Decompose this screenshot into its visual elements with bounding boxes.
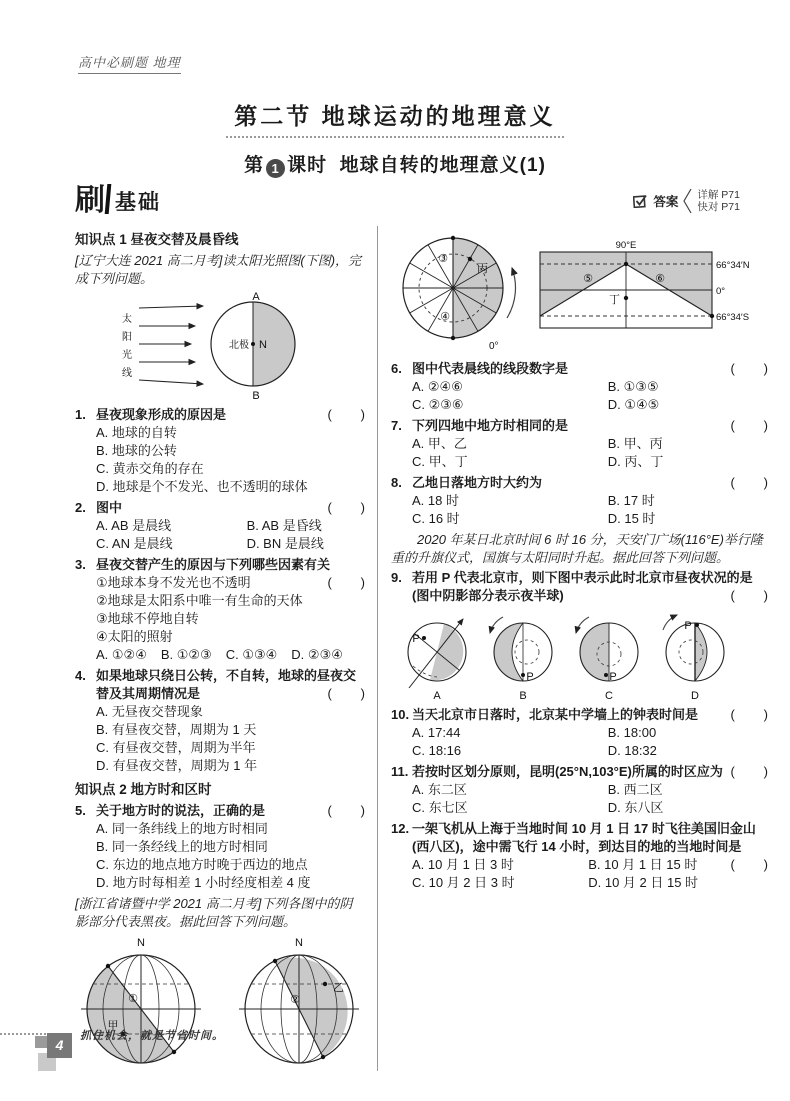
question-text: 当天北京市日落时，北京某中学墙上的钟表时间是 — [412, 707, 699, 722]
north-label: N — [137, 937, 145, 949]
options-group — [75, 646, 365, 664]
answer-parentheses: ( ) — [730, 418, 768, 433]
sun-ray-label: 光 — [121, 350, 132, 361]
line-3-label: ③ — [438, 253, 448, 265]
option-c-globe — [569, 608, 649, 702]
question-option: C. 16 时 — [412, 511, 460, 526]
day-night-globes-figure — [75, 935, 365, 1067]
question-option: A. 17:44 — [412, 725, 461, 740]
question-stem — [75, 406, 365, 424]
question-option: C. AN 是晨线 — [96, 536, 173, 551]
question-stem — [75, 667, 365, 703]
answer-parentheses: ( ) — [730, 588, 768, 603]
lesson-number-badge: 1 — [266, 159, 285, 178]
options-group — [391, 492, 768, 528]
point-p-label: P — [609, 671, 617, 683]
question-option: B. 甲、丙 — [607, 436, 663, 451]
knowledge-point-heading: 知识点 2 地方时和区时 — [75, 782, 212, 797]
line-6-label: ⑥ — [655, 273, 665, 285]
polar-view-figure — [391, 226, 528, 354]
question-option: B. 18:00 — [607, 725, 657, 740]
option-b-globe — [483, 608, 563, 702]
circle-2-label: ② — [290, 994, 300, 1006]
options-group — [75, 820, 365, 892]
option-a-globe — [397, 608, 477, 702]
question-block — [75, 406, 365, 496]
answer-parentheses: ( ) — [327, 407, 365, 422]
north-pole-label: 北极 — [228, 340, 249, 351]
brush-basics-logo — [75, 184, 161, 217]
question-number: 12. — [391, 821, 410, 836]
option-d-label: D — [691, 690, 699, 702]
question-option: B. 西二区 — [607, 782, 663, 797]
answers-reference — [633, 188, 740, 214]
question-number: 1. — [75, 407, 86, 422]
question-stem — [391, 763, 768, 781]
point-bing-label: 丙 — [477, 263, 488, 275]
question-subitem: ②地球是太阳系中唯一有生命的天体 — [96, 593, 303, 608]
question-option: A. 无昼夜交替现象 — [96, 704, 203, 719]
question-number: 7. — [391, 418, 402, 433]
option-a-label: A — [433, 690, 441, 702]
answers-detail-page: 详解 P71 — [697, 189, 740, 201]
question-option: B. 10 月 1 日 15 时 — [588, 857, 698, 872]
question-option: A. 甲、乙 — [412, 436, 467, 451]
rectangular-projection-figure — [536, 240, 768, 334]
question-block — [391, 417, 768, 471]
sun-ray-label: 阳 — [121, 332, 132, 343]
terminator-figures — [391, 226, 768, 354]
question-option: A. AB 是晨线 — [96, 518, 172, 533]
question-text: 昼夜现象形成的原因是 — [96, 407, 227, 422]
answer-parentheses: ( ) — [730, 361, 768, 376]
question-subitem: ④太阳的照射 — [96, 629, 173, 644]
question-stem — [391, 706, 768, 724]
question-option: C. 10 月 2 日 3 时 — [412, 875, 515, 890]
question-stem — [391, 569, 768, 605]
footer-decoration-square — [35, 1036, 47, 1048]
knowledge-point-heading: 知识点 1 昼夜交替及晨昏线 — [75, 232, 239, 247]
question-block — [391, 820, 768, 892]
checkbox-icon — [633, 194, 648, 208]
question-option: B. 17 时 — [607, 493, 655, 508]
sun-illumination-figure — [75, 292, 365, 402]
brush-character: 刷 — [75, 184, 105, 217]
line-5-label: ⑤ — [583, 273, 593, 285]
lesson-title-text: 地球自转的地理意义(1) — [339, 155, 546, 176]
question-stem — [391, 360, 768, 378]
question-option: D. ②③④ — [291, 647, 343, 662]
question-option: B. 同一条经线上的地方时相同 — [96, 839, 268, 854]
point-a-label: A — [251, 291, 260, 303]
section-title — [0, 98, 790, 138]
answer-parentheses: ( ) — [327, 686, 365, 701]
question-text: 若用 P 代表北京市，则下图中表示此时北京市昼夜状况的是(图中阴影部分表示夜半球) — [412, 570, 753, 603]
question-option: D. 有昼夜交替，周期为 1 年 — [96, 758, 258, 773]
question-option: D. 丙、丁 — [607, 454, 664, 469]
answer-parentheses: ( ) — [730, 707, 768, 722]
question-option: D. 15 时 — [607, 511, 656, 526]
question-block — [391, 360, 768, 414]
question-text: 一架飞机从上海于当地时间 10 月 1 日 17 时飞往美国旧金山(西八区)，途中需飞行 14 小时，到达目的地的当地时间是 — [412, 821, 756, 854]
two-column-layout — [75, 226, 768, 1071]
question-option: B. 地球的公转 — [96, 443, 177, 458]
options-group — [391, 378, 768, 414]
question-option: C. 东七区 — [412, 800, 468, 815]
question-option: A. ①②④ — [96, 647, 147, 662]
latitude-n-label: 66°34′N — [716, 260, 750, 271]
answer-parentheses: ( ) — [327, 803, 365, 818]
left-column — [75, 226, 377, 1071]
question-block — [75, 667, 365, 775]
answer-parentheses: ( ) — [327, 500, 365, 515]
question-number: 11. — [391, 764, 409, 779]
meridian-90e-label: 90°E — [615, 240, 637, 251]
globe-1 — [75, 935, 207, 1067]
point-ding-label: 丁 — [609, 294, 620, 306]
question-option: C. 18:16 — [412, 743, 462, 758]
brush-stroke-decoration — [105, 184, 112, 214]
question-block — [75, 499, 365, 553]
question-option: D. 地球是个不发光、也不透明的球体 — [96, 479, 308, 494]
lesson-prefix: 第 — [244, 155, 265, 176]
question-option: D. ①④⑤ — [607, 397, 660, 412]
options-group — [391, 856, 730, 892]
book-header: 高中必刷题 地理 — [78, 52, 181, 74]
question-option: A. 地球的自转 — [96, 425, 177, 440]
sun-ray-label: 太 — [121, 314, 132, 325]
angle-bracket-icon — [683, 188, 692, 214]
footer-dotted-line — [0, 1033, 46, 1035]
question-option: A. ②④⑥ — [412, 379, 463, 394]
question-number: 4. — [75, 668, 86, 683]
question-text: 下列四地中地方时相同的是 — [412, 418, 569, 433]
question-option: B. ①③⑤ — [607, 379, 659, 394]
question-number: 2. — [75, 500, 86, 515]
question-text: 若按时区划分原则，昆明(25°N,103°E)所属的时区应为 — [412, 764, 723, 779]
module-and-answers-row — [75, 184, 740, 217]
point-yi-label: 乙 — [333, 982, 344, 994]
circle-1-label: ① — [128, 993, 138, 1005]
options-group — [391, 724, 768, 760]
options-group — [75, 517, 365, 553]
question-subitem: ③地球不停地自转 — [96, 611, 199, 626]
question-text: 如果地球只绕日公转，不自转，地球的昼夜交替及其周期情况是 — [96, 668, 357, 701]
question-option: A. 东二区 — [412, 782, 467, 797]
north-label: N — [295, 937, 303, 949]
question-stem — [75, 499, 365, 517]
question-option: D. 18:32 — [607, 743, 657, 758]
question-option: C. ②③⑥ — [412, 397, 464, 412]
question-stem — [75, 802, 365, 820]
options-group — [75, 703, 365, 775]
question-block — [75, 802, 365, 892]
lesson-title — [0, 150, 790, 178]
question-number: 9. — [391, 570, 402, 585]
question-option: A. 同一条纬线上的地方时相同 — [96, 821, 268, 836]
latitude-s-label: 66°34′S — [716, 312, 750, 323]
question-option: C. 甲、丁 — [412, 454, 468, 469]
question-block — [391, 706, 768, 760]
question-option: C. 有昼夜交替，周期为半年 — [96, 740, 256, 755]
question-option: B. 有昼夜交替，周期为 1 天 — [96, 722, 257, 737]
source-intro: [辽宁大连 2021 高二月考]读太阳光照图(下图)，完成下列问题。 — [75, 253, 362, 286]
question-block — [391, 474, 768, 528]
answer-parentheses: ( ) — [327, 575, 365, 590]
question-number: 8. — [391, 475, 402, 490]
answer-parentheses: ( ) — [730, 857, 768, 872]
question-number: 3. — [75, 557, 86, 572]
question-number: 10. — [391, 707, 410, 722]
question-option: D. BN 是晨线 — [246, 536, 324, 551]
answers-quick-page: 快对 P71 — [697, 201, 740, 213]
question-option: D. 10 月 2 日 15 时 — [588, 875, 699, 890]
sun-ray-label: 线 — [121, 368, 132, 379]
question-option: B. ①②③ — [160, 647, 212, 662]
question-block — [391, 763, 768, 817]
question-block — [391, 569, 768, 605]
question-option: C. 黄赤交角的存在 — [96, 461, 204, 476]
context-paragraph: 2020 年某日北京时间 6 时 16 分，天安门广场(116°E)举行隆重的升旗仪式，国旗与太阳同时升起。据此回答下列问题。 — [391, 532, 763, 565]
point-jia-label: 甲 — [107, 1020, 119, 1032]
source-intro: [浙江省诸暨中学 2021 高二月考]下列各图中的阴影部分代表黑夜。据此回答下列问题。 — [75, 896, 353, 929]
option-b-label: B — [519, 690, 527, 702]
answer-parentheses: ( ) — [730, 475, 768, 490]
day-night-options-figure — [391, 608, 768, 702]
option-d-globe — [655, 608, 735, 702]
options-group — [391, 781, 768, 817]
zero-meridian-label: 0° — [489, 341, 499, 352]
question-option: C. ①③④ — [225, 647, 278, 662]
globe-2 — [233, 935, 365, 1067]
equator-label: 0° — [716, 286, 726, 297]
options-group — [75, 424, 365, 496]
question-text: 图中 — [96, 500, 123, 515]
footer-note: 抓住机会，就是节省时间。 — [80, 1030, 224, 1042]
option-c-label: C — [605, 690, 613, 702]
lesson-suffix: 课时 — [287, 155, 328, 176]
question-number: 6. — [391, 361, 402, 376]
question-option: D. 东八区 — [607, 800, 664, 815]
answer-parentheses: ( ) — [730, 764, 768, 779]
answers-label: 答案 — [653, 195, 679, 209]
section-title-text: 第二节 地球运动的地理意义 — [226, 98, 563, 138]
point-p-label: P — [526, 671, 534, 683]
question-block — [75, 556, 365, 664]
point-p-label: P — [412, 633, 420, 645]
question-text: 昼夜交替产生的原因与下列哪些因素有关 — [96, 557, 331, 572]
question-option: D. 地方时每相差 1 小时经度相差 4 度 — [96, 875, 311, 890]
question-stem — [391, 417, 768, 435]
question-text: 图中代表晨线的线段数字是 — [412, 361, 569, 376]
n-label: N — [258, 339, 267, 351]
question-option: C. 东边的地点地方时晚于西边的地点 — [96, 857, 308, 872]
right-column — [377, 226, 768, 1071]
question-subitem: ①地球本身不发光也不透明 — [96, 575, 251, 590]
question-text: 关于地方时的说法，正确的是 — [96, 803, 266, 818]
question-text: 乙地日落地方时大约为 — [412, 475, 543, 490]
question-option: A. 10 月 1 日 3 时 — [412, 857, 514, 872]
question-number: 5. — [75, 803, 86, 818]
question-option: A. 18 时 — [412, 493, 459, 508]
brush-module-label: 基础 — [115, 191, 161, 214]
point-b-label: B — [251, 390, 260, 402]
point-p-label: P — [684, 620, 692, 632]
question-stem — [391, 474, 768, 492]
page-number: 4 — [47, 1033, 72, 1058]
line-4-label: ④ — [440, 311, 450, 323]
question-option: B. AB 是昏线 — [246, 518, 322, 533]
options-group — [391, 435, 768, 471]
